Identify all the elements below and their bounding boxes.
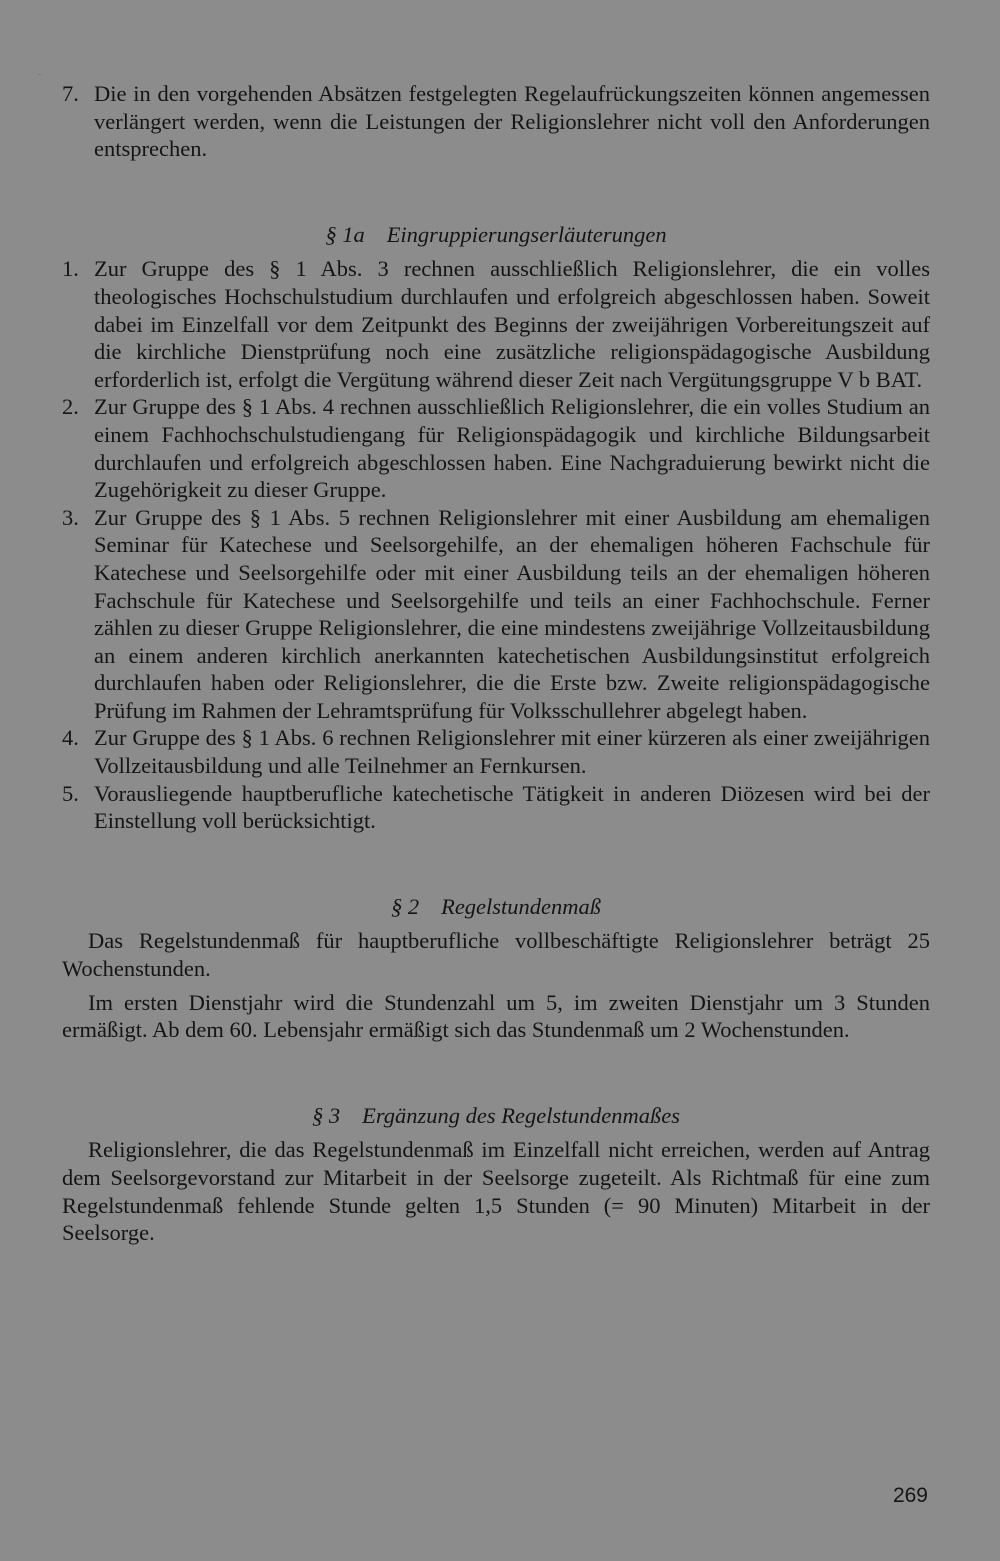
item-number: 3.	[62, 504, 79, 530]
item-text: Zur Gruppe des § 1 Abs. 4 rechnen ausschließlich Religionslehrer, die ein volles Studium an einem Fachhochschulstudiengang für Religionspädagogik und kirchliche Bildungsarbeit durchlaufen und erfolgreich abgeschlossen haben. Eine Nachgraduierung bewirkt nicht die Zugehörigkeit zu dieser Gruppe.	[94, 394, 930, 503]
list-item-1	[62, 255, 930, 393]
item-text: Die in den vorgehenden Absätzen festgelegten Regelaufrückungszeiten können angemessen verlängert werden, wenn die Leistungen der Religionslehrer nicht voll den Anforderungen entsprechen.	[94, 81, 930, 162]
section-title: Ergänzung des Regelstundenmaßes	[362, 1102, 680, 1128]
paragraph: Im ersten Dienstjahr wird die Stundenzahl um 5, im zweiten Dienstjahr um 3 Stunden ermäßigt. Ab dem 60. Lebensjahr ermäßigt sich das Stundenmaß um 2 Wochenstunden.	[62, 989, 930, 1043]
list-item-4	[62, 724, 930, 779]
list-item-2	[62, 393, 930, 503]
section-heading-2	[62, 893, 930, 921]
item-text: Zur Gruppe des § 1 Abs. 3 rechnen ausschließlich Religionslehrer, die ein volles theologisches Hochschulstudium durchlaufen und erfolgreich abgeschlossen haben. Soweit dabei im Einzelfall vor dem Zeitpunkt des Beginns der zweijährigen Vorbereitungszeit auf die kirchliche Dienstprüfung noch eine zusätzliche religionspädagogische Ausbildung erforderlich ist, erfolgt die Vergütung während dieser Zeit nach Vergütungsgruppe V b BAT.	[94, 256, 930, 392]
section-heading-3	[62, 1102, 930, 1130]
paragraph: Religionslehrer, die das Regelstundenmaß im Einzelfall nicht erreichen, werden auf Antrag dem Seelsorgevorstand zur Mitarbeit in der Seelsorge zugeteilt. Als Richtmaß für eine zum Regelstundenmaß fehlende Stunde gelten 1,5 Stunden (= 90 Minuten) Mitarbeit in der Seelsorge.	[62, 1137, 930, 1246]
section-symbol: § 1a	[325, 221, 365, 247]
item-text: Vorausliegende hauptberufliche katechetische Tätigkeit in anderen Diözesen wird bei der Einstellung voll berücksichtigt.	[94, 780, 930, 834]
section-heading-1a	[62, 221, 930, 249]
item-number: 4.	[62, 725, 79, 751]
section-symbol: § 3	[312, 1102, 341, 1128]
item-text: Zur Gruppe des § 1 Abs. 5 rechnen Religionslehrer mit einer Ausbildung am ehemaligen Seminar für Katechese und Seelsorgehilfe, an der ehemaligen höheren Fachschule für Katechese und Seelsorgehilfe oder mit einer Ausbildung teils an der ehemaligen höheren Fachschule für Katechese und Seelsorgehilfe und teils an einer Fachhochschule. Ferner zählen zu dieser Gruppe Religionslehrer, die eine mindestens zweijährige Vollzeitausbildung an einem anderen kirchlich anerkannten katechetischen Ausbildungsinstitut erfolgreich durchlaufen haben oder Religionslehrer, die die Erste bzw. Zweite religionspädagogische Prüfung im Rahmen der Lehramtsprüfung für Volksschullehrer abgelegt haben.	[94, 504, 930, 723]
list-item-7	[62, 80, 930, 163]
item-text: Zur Gruppe des § 1 Abs. 6 rechnen Religionslehrer mit einer kürzeren als einer zweijährigen Vollzeitausbildung und alle Teilnehmer an Fernkursen.	[94, 725, 930, 779]
item-number: 1.	[62, 256, 79, 282]
list-item-3	[62, 504, 930, 725]
item-number: 2.	[62, 394, 79, 420]
item-number: 7.	[62, 81, 79, 106]
page-number: 269	[892, 1484, 928, 1507]
section-title: Eingruppierungserläuterungen	[386, 221, 667, 247]
scan-speck	[38, 74, 41, 75]
paragraph: Das Regelstundenmaß für hauptberufliche vollbeschäftigte Religionslehrer beträgt 25 Wochenstunden.	[62, 928, 930, 982]
document-page	[62, 80, 930, 1247]
section-title: Regelstundenmaß	[441, 893, 602, 919]
section-symbol: § 2	[390, 893, 420, 919]
item-number: 5.	[62, 780, 79, 806]
list-item-5	[62, 780, 930, 835]
